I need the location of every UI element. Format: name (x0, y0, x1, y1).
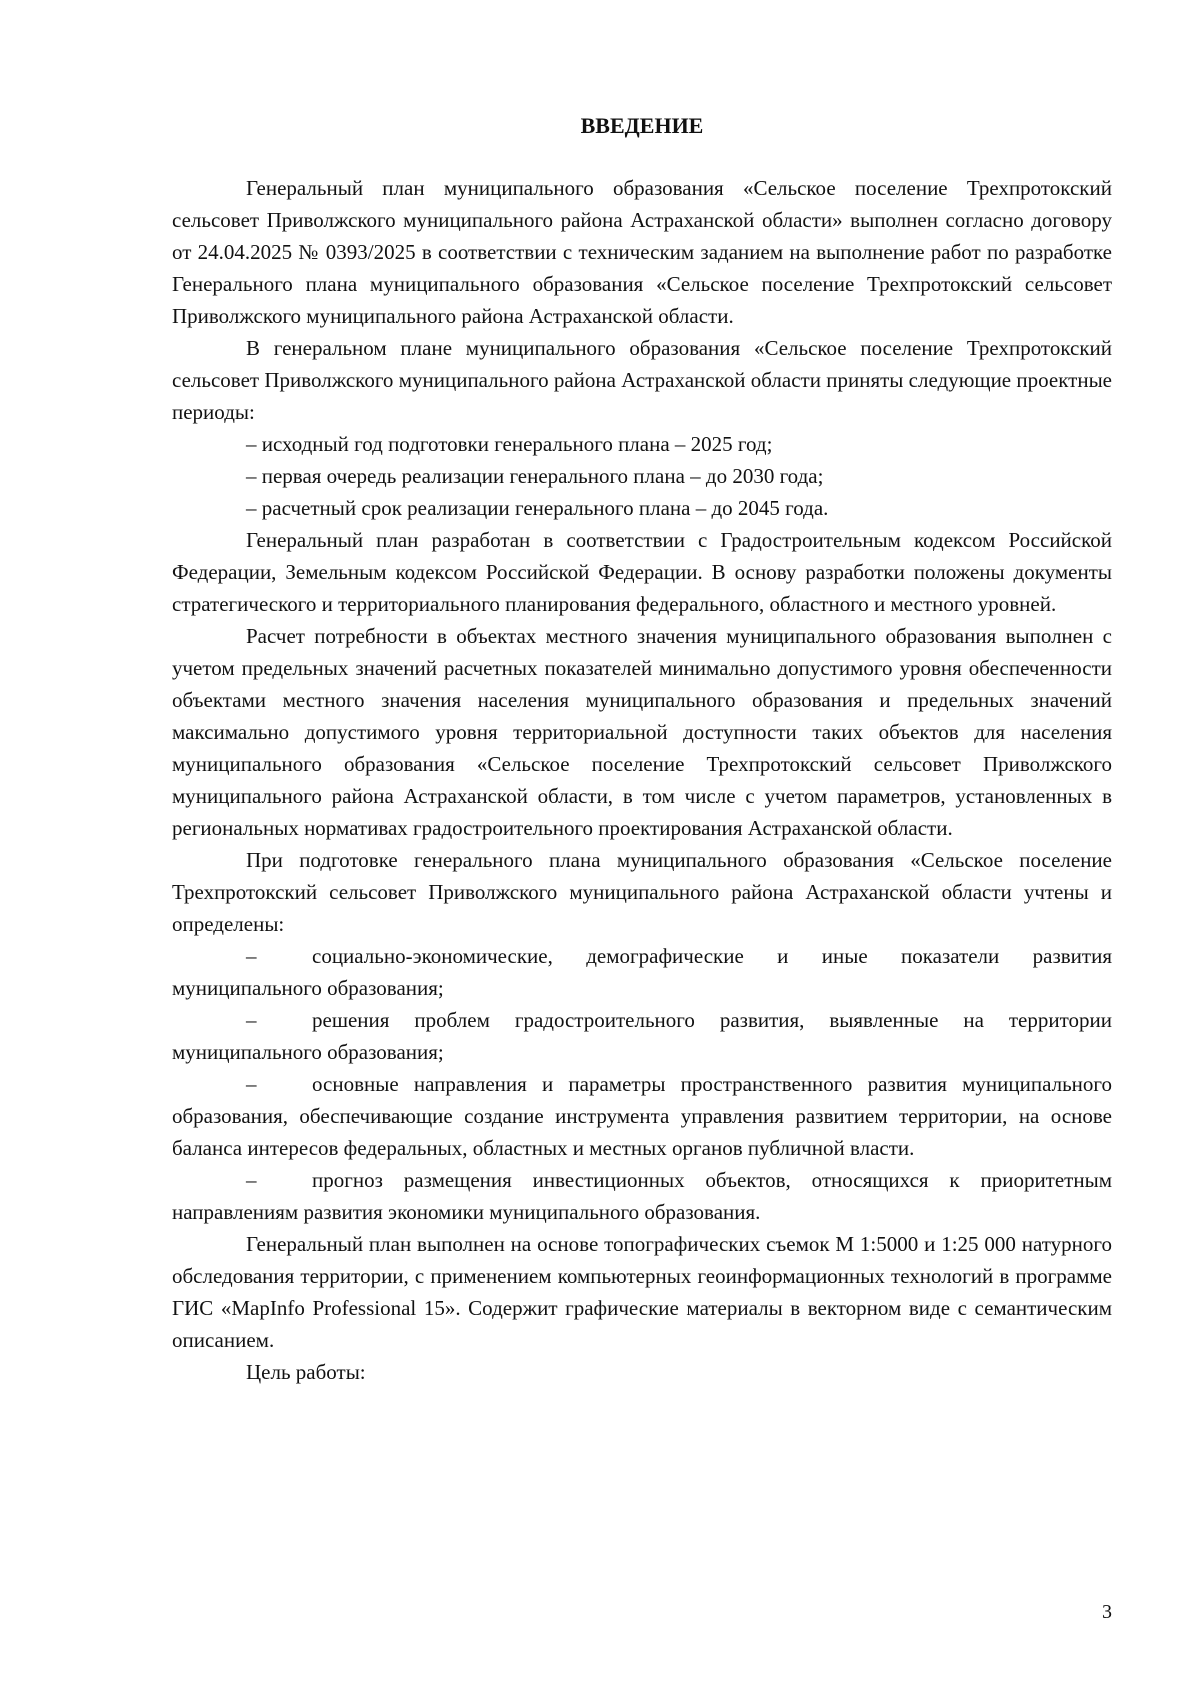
periods-intro-paragraph: В генеральном плане муниципального образования «Сельское поселение Трехпротокский сельсовет Приволжского муниципального района Астраханской области приняты следующие проектные периоды: (172, 336, 1112, 424)
dash-marker: – (246, 1008, 257, 1032)
period-item: – исходный год подготовки генерального плана – 2025 год; (246, 432, 773, 456)
period-item: – первая очередь реализации генерального плана – до 2030 года; (246, 464, 824, 488)
considered-item (172, 1068, 1112, 1164)
considered-item-text: основные направления и параметры пространственного развития муниципального образования, обеспечивающие создание инструмента управления развитием территории, на основе баланса интересов федеральных, областных и местных органов публичной власти. (172, 1072, 1112, 1160)
considered-item (172, 940, 1112, 1004)
considered-item (172, 1004, 1112, 1068)
section-heading: ВВЕДЕНИЕ (580, 113, 704, 138)
considered-intro-paragraph: При подготовке генерального плана муниципального образования «Сельское поселение Трехпротокский сельсовет Приволжского муниципального района Астраханской области учтены и определены: (172, 848, 1112, 936)
period-item: – расчетный срок реализации генерального плана – до 2045 года. (246, 496, 829, 520)
goal-paragraph: Цель работы: (246, 1360, 366, 1384)
methodology-paragraph: Генеральный план выполнен на основе топографических съемок М 1:5000 и 1:25 000 натурного обследования территории, с применением компьютерных геоинформационных технологий в программе ГИС «MapInfo Professional 15». Содержит графические материалы в векторном виде с семантическим описанием. (172, 1232, 1112, 1352)
considered-item-text: прогноз размещения инвестиционных объектов, относящихся к приоритетным направлениям развития экономики муниципального образования. (172, 1168, 1112, 1224)
dash-marker: – (246, 1072, 257, 1096)
considered-item (172, 1164, 1112, 1228)
legal-basis-paragraph: Генеральный план разработан в соответствии с Градостроительным кодексом Российской Федерации, Земельным кодексом Российской Федерации. В основу разработки положены документы стратегического и территориального планирования федерального, областного и местного уровней. (172, 528, 1112, 616)
considered-item-text: социально-экономические, демографические и иные показатели развития муниципального образования; (172, 944, 1112, 1000)
page-number: 3 (1102, 1601, 1112, 1623)
dash-marker: – (246, 1168, 257, 1192)
intro-paragraph: Генеральный план муниципального образования «Сельское поселение Трехпротокский сельсовет Приволжского муниципального района Астраханской области» выполнен согласно договору от 24.04.2025 № 0393/2025 в соответствии с техническим заданием на выполнение работ по разработке Генерального плана муниципального образования «Сельское поселение Трехпротокский сельсовет Приволжского муниципального района Астраханской области. (172, 176, 1112, 328)
dash-marker: – (246, 944, 257, 968)
document-page (172, 110, 1112, 1388)
considered-item-text: решения проблем градостроительного развития, выявленные на территории муниципального образования; (172, 1008, 1112, 1064)
calculation-paragraph: Расчет потребности в объектах местного значения муниципального образования выполнен с учетом предельных значений расчетных показателей минимально допустимого уровня обеспеченности объектами местного значения населения муниципального образования и предельных значений максимально допустимого уровня территориальной доступности таких объектов для населения муниципального образования «Сельское поселение Трехпротокский сельсовет Приволжского муниципального района Астраханской области, в том числе с учетом параметров, установленных в региональных нормативах градостроительного проектирования Астраханской области. (172, 624, 1112, 840)
